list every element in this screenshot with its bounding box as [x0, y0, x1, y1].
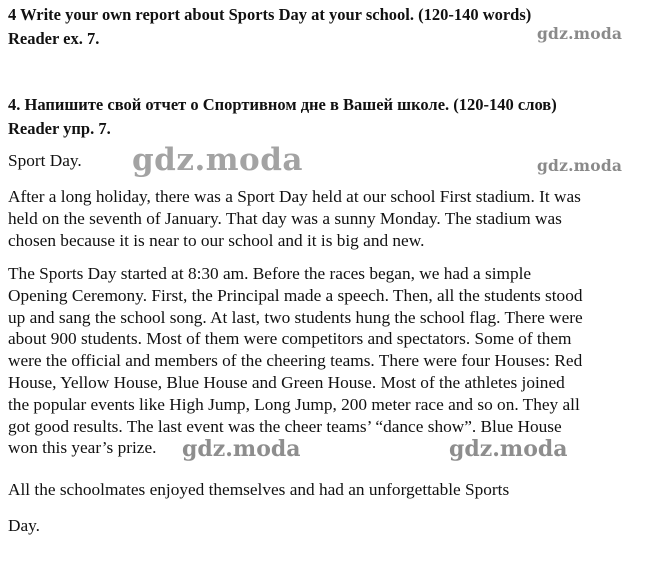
watermark-text: gdz.moda — [537, 156, 623, 175]
paragraph-line: The Sports Day started at 8:30 am. Before the races began, we had a simple — [8, 264, 532, 283]
task-reference-ru: Reader упр. 7. — [8, 119, 111, 138]
paragraph-line: got good results. The last event was the cheer teams’ “dance show”. Blue House — [8, 416, 562, 436]
paragraph-line: All the schoolmates enjoyed themselves and had an unforgettable Sports — [8, 480, 510, 499]
paragraph-line: won this year’s prize. — [8, 438, 157, 458]
watermark-text-large: gdz.moda — [132, 142, 303, 178]
paragraph-line: about 900 students. Most of them were competitors and spectators. Some of them — [8, 329, 572, 349]
paragraph-line: were the official and members of the cheering teams. There were four Houses: Red — [8, 351, 583, 371]
report-paragraph-3 — [8, 479, 662, 501]
paragraph-line: up and sang the school song. At last, two students hung the school flag. There were — [8, 307, 583, 327]
watermark-text: gdz.moda — [182, 436, 301, 462]
watermark-text: gdz.moda — [537, 24, 623, 43]
report-paragraph-2 — [8, 263, 662, 459]
report-title: Sport Day. — [8, 151, 82, 170]
paragraph-line: After a long holiday, there was a Sport Day held at our school First stadium. It was — [8, 187, 581, 206]
watermark-text: gdz.moda — [449, 436, 568, 462]
report-paragraph-3-end — [8, 515, 662, 537]
paragraph-line: House, Yellow House, Blue House and Green House. Most of the athletes joined — [8, 372, 565, 392]
paragraph-line: Opening Ceremony. First, the Principal made a speech. Then, all the students stood — [8, 285, 583, 305]
paragraph-line: chosen because it is near to our school and it is big and new. — [8, 230, 425, 250]
report-paragraph-1 — [8, 186, 662, 251]
paragraph-line: the popular events like High Jump, Long Jump, 200 meter race and so on. They all — [8, 394, 580, 414]
paragraph-line: Day. — [8, 516, 40, 535]
task-heading-en: 4 Write your own report about Sports Day at your school. (120-140 words) — [8, 5, 532, 24]
task-heading-ru: 4. Напишите свой отчет о Спортивном дне в Вашей школе. (120-140 слов) — [8, 95, 557, 114]
task-reference-en: Reader ex. 7. — [8, 29, 100, 48]
paragraph-line: held on the seventh of January. That day was a sunny Monday. The stadium was — [8, 208, 562, 228]
